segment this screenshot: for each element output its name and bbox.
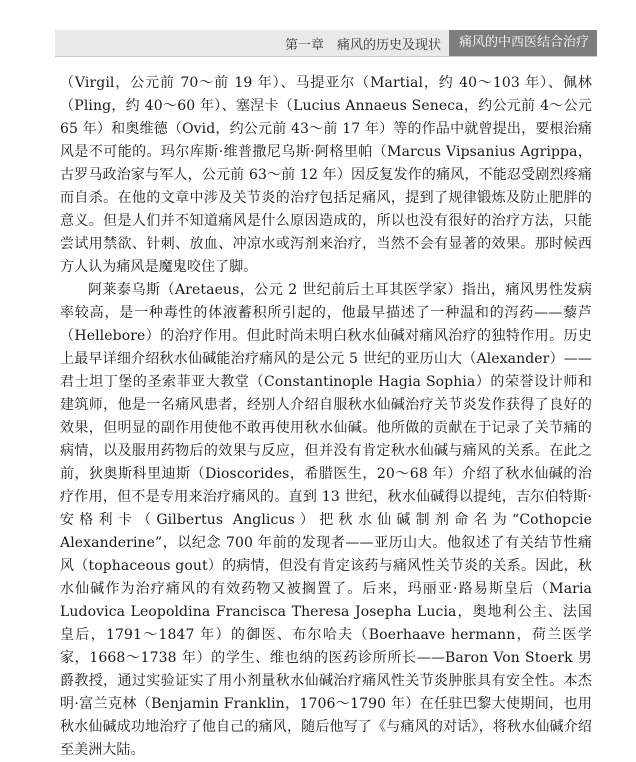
book-title: 痛风的中西医结合治疗 [449, 30, 597, 56]
paragraph-1: （Virgil，公元前 70～前 19 年）、马提亚尔（Martial，约 40～103 年）、佩林（Pling，约 40～60 年）、塞涅卡（Lucius Annaeus Seneca，约公元前 4～公元 65 年）和奥维德（Ovid，约公元前 43～前 17 年）等的作品中就曾提出，要根治痛风是不可能的。玛尔库斯·维普撒尼乌斯·阿格里帕（Marcus Vipsanius Agrippa，古罗马政治家与军人，公元前 63～前 12 年）因反复发作的痛风，不能忍受剧烈疼痛而自杀。在他的文章中涉及关节炎的治疗包括足痛风，提到了规律锻炼及防止肥胖的意义。但是人们并不知道痛风是什么原因造成的，所以也没有很好的治疗方法，只能尝试用禁欲、针刺、放血、冲凉水或泻剂来治疗，当然不会有显著的效果。那时候西方人认为痛风是魔鬼咬住了脚。 [60, 75, 592, 275]
body-text [60, 72, 592, 762]
chapter-title: 第一章 痛风的历史及现状 [284, 37, 441, 53]
page-header [55, 30, 597, 57]
paragraph-2: 阿莱泰乌斯（Aretaeus，公元 2 世纪前后土耳其医学家）指出，痛风男性发病率较高，是一种毒性的体液蓄积所引起的，他最早描述了一种温和的泻药——藜芦（Hellebore）的治疗作用。但此时尚未明白秋水仙碱对痛风治疗的独特作用。历史上最早详细介绍秋水仙碱能治疗痛风的是公元 5 世纪的亚历山大（Alexander）——君士坦丁堡的圣索菲亚大教堂（Constantinople Hagia Sophia）的荣誉设计师和建筑师，他是一名痛风患者，经别人介绍自服秋水仙碱治疗关节炎发作获得了良好的效果，但明显的副作用使他不敢再使用秋水仙碱。他所做的贡献在于记录了关节痛的病情，以及服用药物后的效果与反应，但并没有肯定秋水仙碱与痛风的关系。在此之前，狄奥斯科里迪斯（Dioscorides，希腊医生，20～68 年）介绍了秋水仙碱的治疗作用，但不是专用来治疗痛风的。直到 13 世纪，秋水仙碱得以提纯，吉尔伯特斯·安格利卡（Gilbertus Anglicus）把秋水仙碱制剂命名为“Cothopcie Alexanderine”，以纪念 700 年前的发现者——亚历山大。他叙述了有关结节性痛风（tophaceous gout）的病情，但没有肯定该药与痛风性关节炎的关系。因此，秋水仙碱作为治疗痛风的有效药物又被搁置了。后来，玛丽亚·路易斯皇后（Maria Ludovica Leopoldina Francisca Theresa Josepha Lucia，奥地利公主、法国皇后，1791～1847 年）的御医、布尔哈夫（Boerhaave hermann，荷兰医学家，1668～1738 年）的学生、维也纳的医药诊所所长——Baron Von Stoerk 男爵教授，通过实验证实了用小剂量秋水仙碱治疗痛风性关节炎肿胀具有安全性。本杰明·富兰克林（Benjamin Franklin，1706～1790 年）在任驻巴黎大使期间，也用秋水仙碱成功地治疗了他自己的痛风，随后他写了《与痛风的对话》，将秋水仙碱介绍至美洲大陆。 [60, 282, 592, 758]
